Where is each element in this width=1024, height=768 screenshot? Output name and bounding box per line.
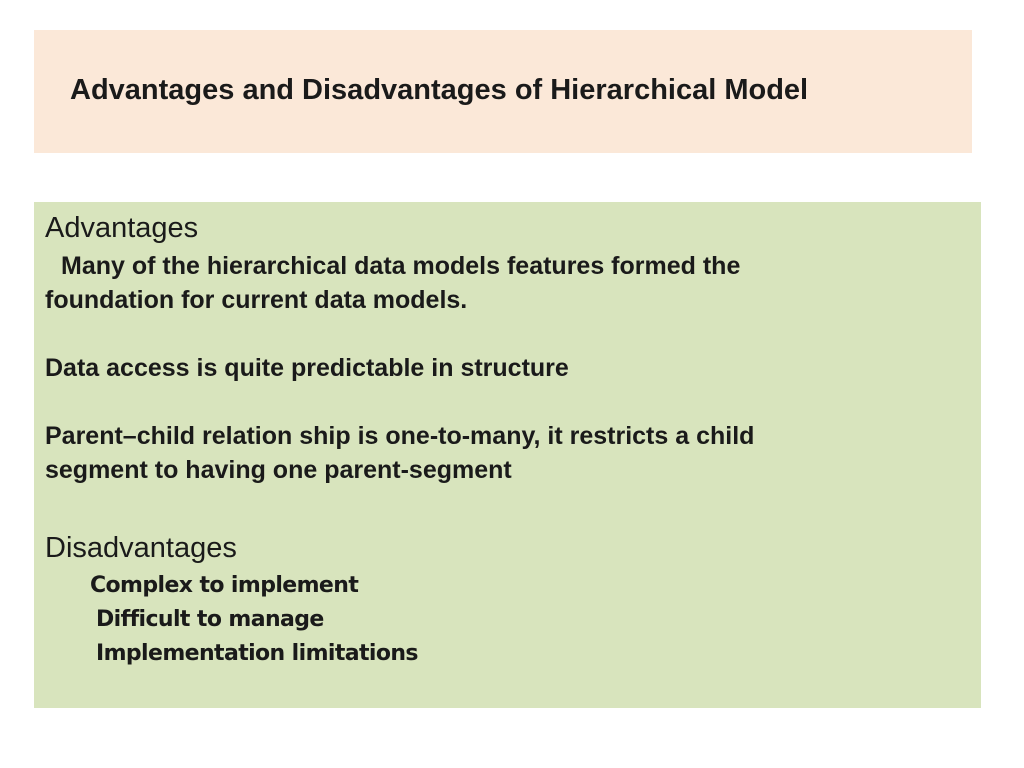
title-banner — [34, 30, 972, 153]
advantages-heading: Advantages — [45, 212, 199, 244]
advantage-point-1-line-1: Many of the hierarchical data models features formed the — [61, 252, 741, 280]
disadvantage-item: Complex to implement — [90, 573, 359, 598]
slide-title: Advantages and Disadvantages of Hierarchical Model — [70, 74, 809, 106]
advantage-point-3-line-2: segment to having one parent-segment — [45, 456, 512, 484]
disadvantage-item: Difficult to manage — [96, 607, 324, 632]
advantage-point-2: Data access is quite predictable in structure — [45, 354, 569, 382]
advantage-point-3-line-1: Parent–child relation ship is one-to-many, it restricts a child — [45, 422, 755, 450]
disadvantage-item: Implementation limitations — [96, 641, 418, 666]
content-panel — [34, 202, 981, 708]
disadvantages-heading: Disadvantages — [45, 532, 237, 564]
advantage-point-1-line-2: foundation for current data models. — [45, 286, 468, 314]
